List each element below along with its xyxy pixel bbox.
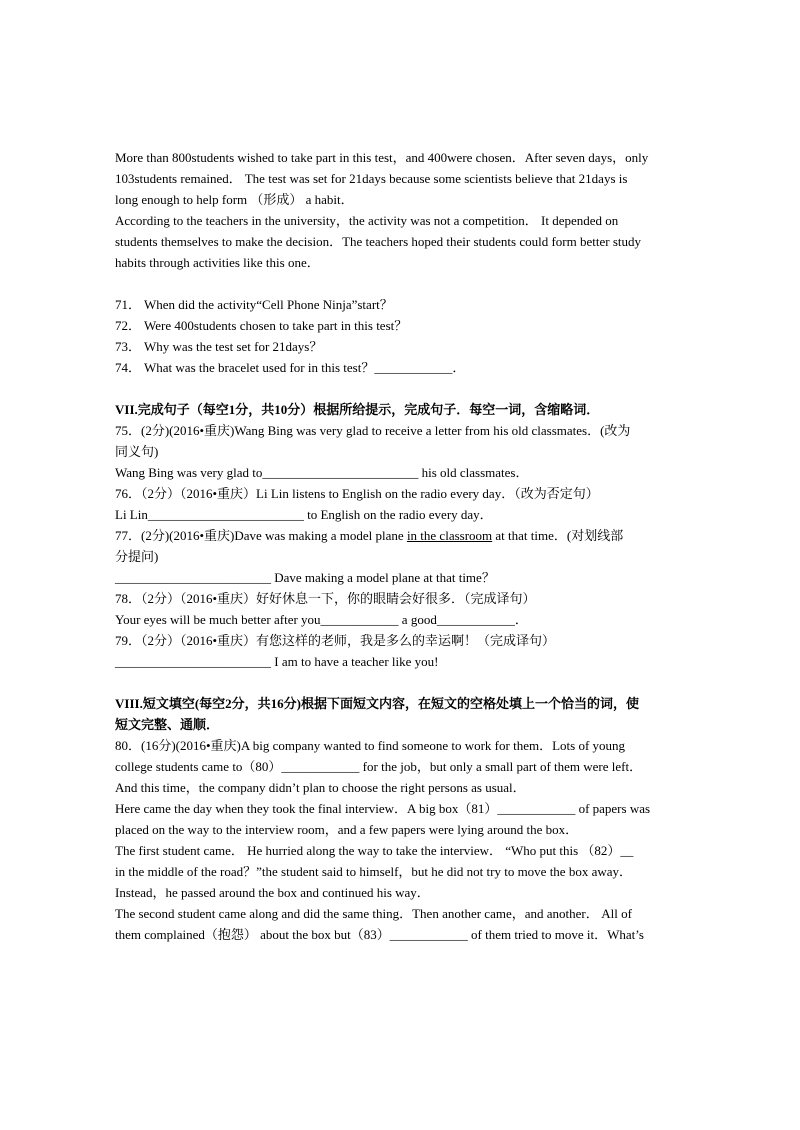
passage (115, 147, 690, 273)
question-78-answer: Your eyes will be much better after you____________ a good____________． (115, 612, 528, 627)
question-list (115, 294, 690, 378)
section-viii-line: 80．(16分)(2016•重庆)A big company wanted to find someone to work for them．Lots of young (115, 738, 626, 753)
spacer (115, 273, 690, 294)
passage-line: students themselves to make the decision．The teachers hoped their students could form better study (115, 234, 642, 249)
question-72: 72． Were 400students chosen to take part in this test？ (115, 318, 408, 333)
question-77-answer: ________________________ Dave making a model plane at that time？ (115, 570, 495, 585)
question-75-cont: 同义句) (115, 444, 159, 459)
passage-line: 103students remained． The test was set for 21days because some scientists believe that 21days is (115, 171, 628, 186)
section-viii-line: Here came the day when they took the final interview．A big box（81）____________ of papers was (115, 801, 651, 816)
passage-line: More than 800students wished to take part in this test，and 400were chosen．After seven days，only (115, 150, 649, 165)
question-77-pre: 77．(2分)(2016•重庆)Dave was making a model plane (115, 528, 407, 543)
document-page (115, 147, 690, 945)
section-viii (115, 693, 690, 945)
section-vii (115, 399, 690, 672)
question-77 (115, 525, 690, 546)
question-74: 74． What was the bracelet used for in this test？____________． (115, 360, 466, 375)
section-viii-heading-cont: 短文完整、通顺． (115, 717, 220, 732)
question-76: 76．（2分）（2016•重庆）Li Lin listens to English on the radio every day．（改为否定句） (115, 486, 599, 501)
question-71: 71． When did the activity“Cell Phone Ninja”start？ (115, 297, 393, 312)
section-viii-line: And this time，the company didn’t plan to choose the right persons as usual． (115, 780, 526, 795)
section-viii-line: in the middle of the road？”the student said to himself，but he did not try to move the box away． (115, 864, 633, 879)
section-viii-line: Instead，he passed around the box and continued his way． (115, 885, 430, 900)
question-73: 73． Why was the test set for 21days？ (115, 339, 323, 354)
question-79-answer: ________________________ I am to have a teacher like you! (115, 654, 439, 669)
section-viii-line: placed on the way to the interview room，and a few papers were lying around the box． (115, 822, 579, 837)
question-75: 75．(2分)(2016•重庆)Wang Bing was very glad to receive a letter from his old classmates．(改为 (115, 423, 631, 438)
spacer (115, 672, 690, 693)
question-75-answer: Wang Bing was very glad to________________________ his old classmates． (115, 465, 529, 480)
question-77-underlined: in the classroom (406, 528, 493, 543)
section-viii-line: college students came to（80）____________ for the job，but only a small part of them were left． (115, 759, 643, 774)
spacer (115, 378, 690, 399)
passage-line: According to the teachers in the university，the activity was not a competition． It depended on (115, 213, 619, 228)
passage-line: habits through activities like this one． (115, 255, 320, 270)
passage-line: long enough to help form （形成） a habit． (115, 192, 354, 207)
section-vii-heading: VII.完成句子（每空1分，共10分）根据所给提示，完成句子．每空一词，含缩略词． (115, 402, 600, 417)
section-viii-line: them complained（抱怨） about the box but（83）____________ of them tried to move it．What’s (115, 927, 644, 942)
section-viii-line: The second student came along and did the same thing．Then another came，and another． All of (115, 906, 632, 921)
section-viii-line: The first student came． He hurried along the way to take the interview． “Who put this （82）__ (115, 843, 634, 858)
question-78: 78．（2分）（2016•重庆）好好休息一下，你的眼睛会好很多．（完成译句） (115, 591, 536, 606)
question-76-answer: Li Lin________________________ to English on the radio every day． (115, 507, 493, 522)
question-77-post: at that time．(对划线部 (492, 528, 624, 543)
question-77-cont: 分提问) (115, 549, 159, 564)
question-79: 79．（2分）（2016•重庆）有您这样的老师，我是多么的幸运啊！（完成译句） (115, 633, 556, 648)
section-viii-heading: VIII.短文填空(每空2分，共16分)根据下面短文内容，在短文的空格处填上一个恰当的词，使 (115, 696, 639, 711)
